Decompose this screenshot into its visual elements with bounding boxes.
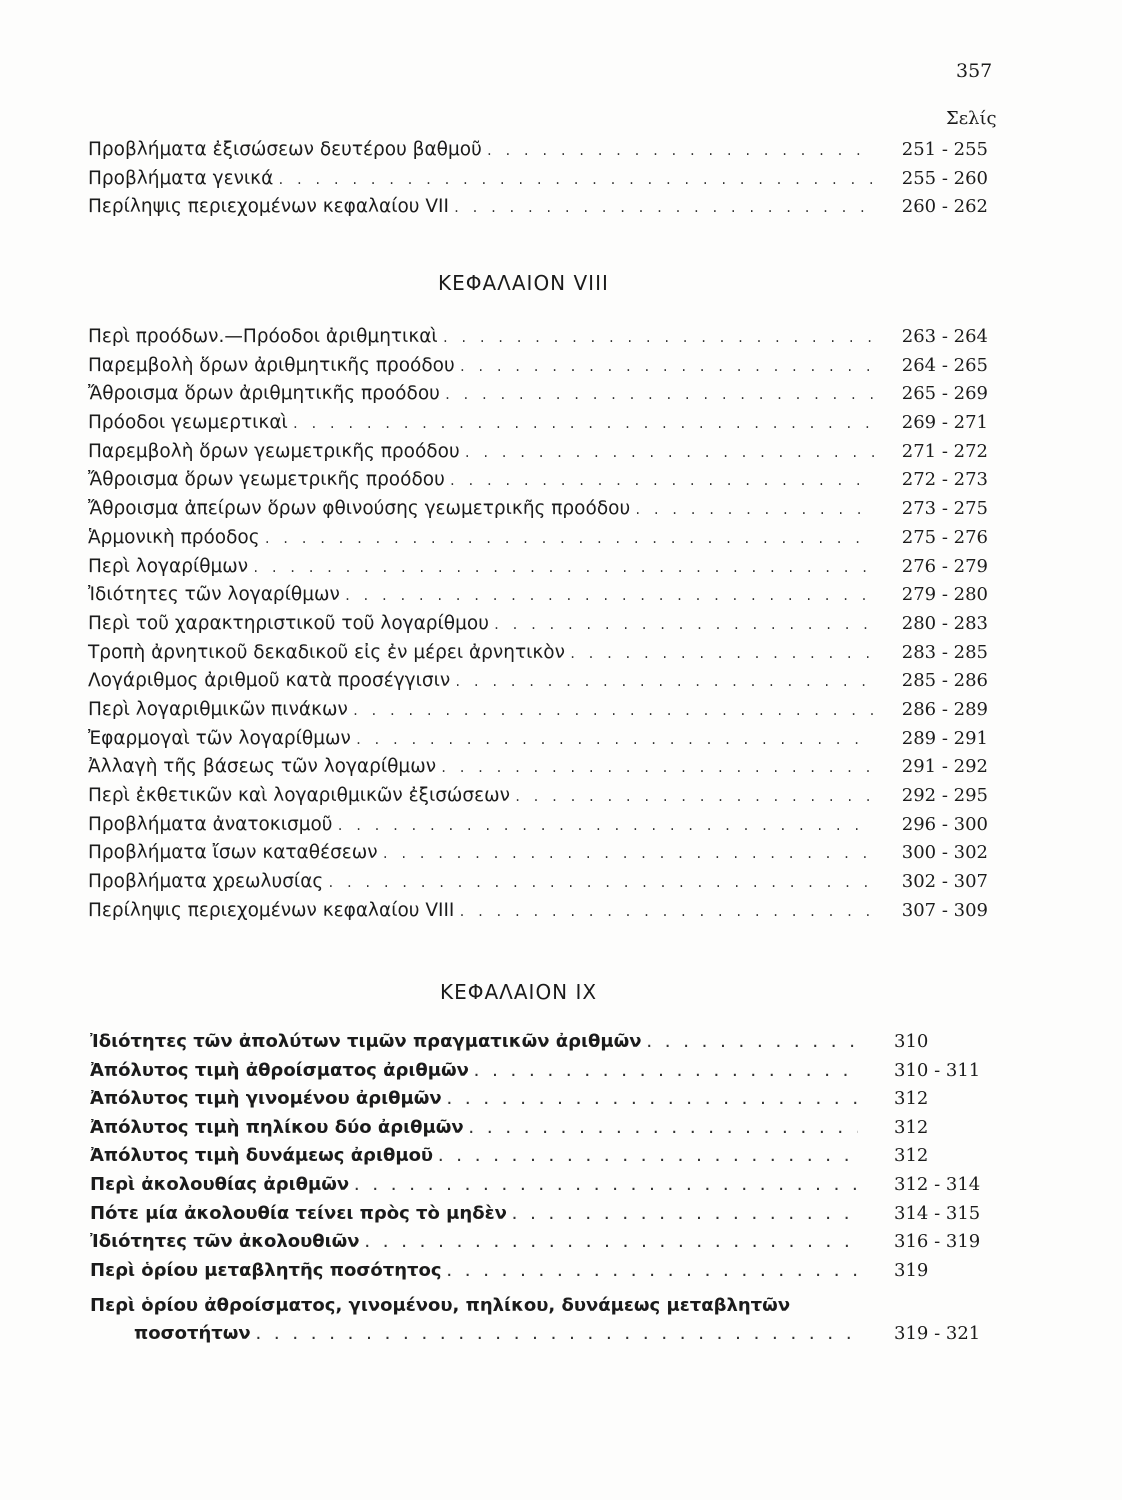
toc-entry-pages: 300 - 302 bbox=[901, 842, 988, 864]
dot-leader bbox=[352, 697, 874, 726]
toc-entry bbox=[88, 165, 988, 194]
toc-entry-title: Περὶ ἐκθετικῶν καὶ λογαριθμικῶν ἐξισώσεων bbox=[88, 785, 510, 806]
dot-leader bbox=[454, 668, 874, 697]
toc-entry bbox=[88, 524, 988, 553]
toc-entry-title: Περὶ ὁρίου ἀθροίσματος, γινομένου, πηλίκου, δυνάμεως μεταβλητῶν bbox=[90, 1295, 791, 1316]
chapter-heading-8: ΚΕΦΑΛΑΙΟΝ VIII bbox=[438, 271, 609, 295]
dot-leader bbox=[337, 812, 875, 841]
dot-leader bbox=[277, 166, 874, 195]
dot-leader bbox=[514, 783, 874, 812]
toc-entry-title: Προβλήματα χρεωλυσίας bbox=[88, 871, 324, 893]
toc-chapter-9 bbox=[90, 1028, 1002, 1285]
toc-entry-pages: 291 - 292 bbox=[901, 756, 988, 778]
toc-entry bbox=[90, 1114, 1002, 1143]
toc-entry-pages: 271 - 272 bbox=[901, 440, 988, 462]
toc-entry-pages: 260 - 262 bbox=[901, 196, 988, 218]
toc-entry bbox=[88, 696, 988, 725]
toc-entry bbox=[88, 782, 988, 811]
toc-entry bbox=[88, 495, 988, 524]
dot-leader bbox=[264, 525, 874, 554]
dot-leader bbox=[344, 582, 874, 611]
dot-leader bbox=[459, 353, 874, 382]
toc-entry-pages: 312 - 314 bbox=[894, 1173, 981, 1195]
toc-entry bbox=[88, 193, 988, 222]
toc-entry bbox=[90, 1171, 1002, 1200]
toc-entry-title: Περὶ ἀκολουθίας ἀριθμῶν bbox=[90, 1173, 350, 1195]
dot-leader bbox=[327, 869, 874, 898]
toc-entry bbox=[90, 1085, 1002, 1114]
toc-entry bbox=[88, 409, 988, 438]
toc-entry bbox=[88, 136, 988, 165]
toc-entry-pages: 314 - 315 bbox=[894, 1202, 981, 1224]
toc-entry-title: Ἰδιότητες τῶν ἀκολουθιῶν bbox=[90, 1231, 360, 1253]
dot-leader bbox=[486, 137, 874, 166]
page-number: 357 bbox=[956, 60, 993, 82]
toc-entry-title: Ἀπόλυτος τιμὴ γινομένου ἀριθμῶν bbox=[90, 1088, 442, 1110]
toc-entry-pages: 276 - 279 bbox=[901, 555, 988, 577]
toc-entry-pages: 279 - 280 bbox=[901, 584, 988, 606]
toc-entry-title: Ἀπόλυτος τιμὴ ἀθροίσματος ἀριθμῶν bbox=[90, 1059, 469, 1081]
toc-entry-title: Περὶ ὁρίου μεταβλητῆς ποσότητος bbox=[90, 1259, 442, 1281]
toc-entry-pages: 292 - 295 bbox=[901, 785, 988, 806]
toc-entry-pages: 296 - 300 bbox=[901, 813, 988, 835]
toc-entry-title: Παρεμβολὴ ὅρων ἀριθμητικῆς προόδου bbox=[88, 354, 455, 376]
toc-entry bbox=[88, 553, 988, 582]
toc-entry-pages: 310 bbox=[894, 1031, 929, 1052]
toc-entry bbox=[88, 323, 988, 352]
toc-entry bbox=[88, 639, 988, 668]
dot-leader bbox=[453, 194, 874, 223]
toc-entry-title: Πότε μία ἀκολουθία τείνει πρὸς τὸ μηδὲν bbox=[90, 1202, 507, 1224]
toc-chapter-9-last-entry bbox=[90, 1292, 1002, 1349]
toc-entry-title: Προβλήματα ἴσων καταθέσεων bbox=[88, 842, 378, 864]
toc-entry bbox=[88, 753, 988, 782]
toc-entry-pages: 316 - 319 bbox=[894, 1231, 981, 1253]
toc-entry-pages: 307 - 309 bbox=[901, 899, 988, 921]
dot-leader bbox=[255, 1321, 858, 1350]
toc-entry-pages: 283 - 285 bbox=[901, 641, 988, 663]
toc-entry-title: Ἁρμονικὴ πρόοδος bbox=[88, 526, 260, 548]
dot-leader bbox=[511, 1201, 858, 1230]
dot-leader bbox=[355, 726, 874, 755]
dot-leader bbox=[292, 410, 874, 439]
toc-entry bbox=[88, 667, 988, 696]
dot-leader bbox=[493, 611, 874, 640]
toc-entry-title: Περὶ τοῦ χαρακτηριστικοῦ τοῦ λογαρίθμου bbox=[88, 612, 489, 634]
toc-entry-title: Ἐφαρμογαὶ τῶν λογαρίθμων bbox=[88, 727, 351, 749]
toc-entry-pages: 265 - 269 bbox=[901, 383, 988, 405]
toc-entry-title: Περὶ λογαρίθμων bbox=[88, 555, 249, 577]
toc-entry-title: Ἄθροισμα ἀπείρων ὅρων φθινούσης γεωμετρικῆς προόδου bbox=[88, 498, 631, 520]
toc-entry-title: Προβλήματα γενικά bbox=[88, 167, 274, 189]
toc-entry bbox=[90, 1228, 1002, 1257]
toc-entry bbox=[88, 811, 988, 840]
toc-entry-pages: 255 - 260 bbox=[901, 167, 988, 189]
toc-entry-title: Ἄθροισμα ὅρων γεωμετρικῆς προόδου bbox=[88, 469, 445, 491]
toc-entry-title: Ἰδιότητες τῶν ἀπολύτων τιμῶν πραγματικῶν ἀριθμῶν bbox=[90, 1031, 642, 1052]
toc-entry-first-line bbox=[90, 1292, 1002, 1320]
toc-entry-pages: 269 - 271 bbox=[901, 412, 988, 434]
dot-leader bbox=[353, 1172, 858, 1201]
toc-entry-pages: 312 bbox=[894, 1116, 929, 1138]
toc-entry bbox=[88, 380, 988, 409]
dot-leader bbox=[446, 1086, 858, 1115]
toc-entry bbox=[88, 352, 988, 381]
page-column-header: Σελίς bbox=[946, 108, 997, 129]
dot-leader bbox=[382, 840, 874, 869]
toc-entry-pages: 272 - 273 bbox=[901, 469, 988, 491]
toc-entry-title: Ἀλλαγὴ τῆς βάσεως τῶν λογαρίθμων bbox=[88, 756, 437, 778]
toc-entry-title: Περὶ λογαριθμικῶν πινάκων bbox=[88, 698, 348, 720]
toc-entry bbox=[88, 868, 988, 897]
toc-entry-pages: 263 - 264 bbox=[901, 326, 988, 347]
dot-leader bbox=[442, 324, 874, 353]
toc-entry bbox=[88, 466, 988, 495]
toc-entry-title: Προβλήματα ἐξισώσεων δευτέρου βαθμοῦ bbox=[88, 139, 482, 160]
toc-entry bbox=[88, 897, 988, 926]
dot-leader bbox=[449, 467, 874, 496]
toc-entry bbox=[88, 725, 988, 754]
toc-entry bbox=[90, 1257, 1002, 1286]
toc-entry bbox=[90, 1200, 1002, 1229]
toc-entry-pages: 273 - 275 bbox=[901, 498, 988, 520]
toc-entry-title: Τροπὴ ἀρνητικοῦ δεκαδικοῦ εἰς ἐν μέρει ἀρνητικὸν bbox=[88, 641, 565, 663]
toc-entry-pages: 264 - 265 bbox=[901, 354, 988, 376]
dot-leader bbox=[464, 439, 874, 468]
dot-leader bbox=[446, 1258, 858, 1287]
dot-leader bbox=[458, 898, 874, 927]
toc-entry-title: Παρεμβολὴ ὅρων γεωμετρικῆς προόδου bbox=[88, 440, 460, 462]
toc-entry-pages: 286 - 289 bbox=[901, 698, 988, 720]
toc-entry-pages: 275 - 276 bbox=[901, 526, 988, 548]
dot-leader bbox=[634, 496, 874, 525]
toc-entry bbox=[88, 839, 988, 868]
dot-leader bbox=[473, 1058, 858, 1087]
dot-leader bbox=[437, 1143, 858, 1172]
toc-entry bbox=[90, 1028, 1002, 1057]
toc-entry-pages: 302 - 307 bbox=[901, 871, 988, 893]
toc-entry-title: Περίληψις περιεχομένων κεφαλαίου VII bbox=[88, 196, 449, 218]
toc-entry bbox=[88, 581, 988, 610]
toc-entry-pages: 319 - 321 bbox=[894, 1323, 981, 1344]
toc-entry bbox=[90, 1320, 1002, 1349]
toc-entry-title: Λογάριθμος ἀριθμοῦ κατὰ προσέγγισιν bbox=[88, 670, 451, 692]
toc-section-top bbox=[88, 136, 988, 222]
dot-leader bbox=[364, 1229, 858, 1258]
toc-entry-pages: 312 bbox=[894, 1088, 929, 1110]
toc-entry-title: Περίληψις περιεχομένων κεφαλαίου VIII bbox=[88, 899, 455, 921]
dot-leader bbox=[646, 1029, 858, 1058]
toc-entry-title: Ἀπόλυτος τιμὴ πηλίκου δύο ἀριθμῶν bbox=[90, 1116, 464, 1138]
toc-chapter-8 bbox=[88, 323, 988, 925]
toc-entry-pages: 319 bbox=[894, 1259, 929, 1281]
toc-entry bbox=[88, 610, 988, 639]
toc-entry-title: Ἀπόλυτος τιμὴ δυνάμεως ἀριθμοῦ bbox=[90, 1145, 434, 1167]
dot-leader bbox=[468, 1115, 858, 1144]
toc-entry bbox=[90, 1142, 1002, 1171]
toc-entry-title: Ἄθροισμα ὅρων ἀριθμητικῆς προόδου bbox=[88, 383, 440, 405]
toc-entry-pages: 285 - 286 bbox=[901, 670, 988, 692]
toc-entry-pages: 310 - 311 bbox=[894, 1059, 981, 1081]
toc-entry-pages: 280 - 283 bbox=[901, 612, 988, 634]
toc-entry-title: Προβλήματα ἀνατοκισμοῦ bbox=[88, 813, 333, 835]
toc-entry-title: ποσοτήτων bbox=[134, 1323, 251, 1344]
toc-entry bbox=[88, 438, 988, 467]
toc-entry-pages: 289 - 291 bbox=[901, 727, 988, 749]
toc-entry bbox=[90, 1057, 1002, 1086]
dot-leader bbox=[440, 754, 874, 783]
toc-entry-pages: 312 bbox=[894, 1145, 929, 1167]
chapter-heading-9: ΚΕΦΑΛΑΙΟΝ IX bbox=[440, 980, 598, 1004]
toc-entry-pages: 251 - 255 bbox=[901, 139, 988, 160]
dot-leader bbox=[444, 381, 874, 410]
dot-leader bbox=[569, 640, 874, 669]
dot-leader bbox=[252, 554, 874, 583]
toc-entry-title: Περὶ προόδων.—Πρόοδοι ἀριθμητικαὶ bbox=[88, 326, 438, 347]
toc-entry-title: Ἰδιότητες τῶν λογαρίθμων bbox=[88, 584, 340, 606]
toc-entry-title: Πρόοδοι γεωμερτικαὶ bbox=[88, 412, 288, 434]
